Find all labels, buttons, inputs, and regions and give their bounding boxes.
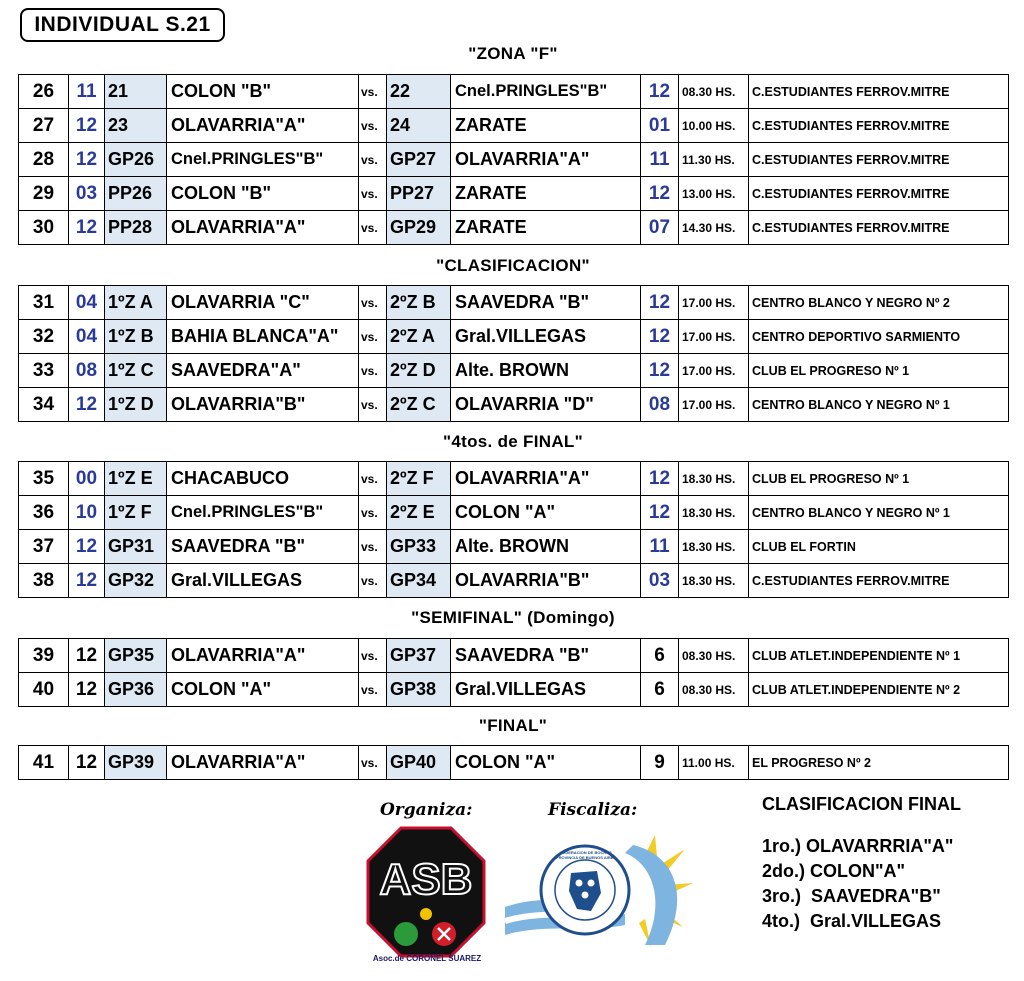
match-table-clasificacion: [18, 285, 1009, 422]
team-home: OLAVARRIA"B": [167, 388, 359, 422]
match-table-final: [18, 745, 1009, 780]
score-away: 12: [641, 496, 679, 530]
match-row: [19, 286, 1009, 320]
score-away: 12: [641, 462, 679, 496]
match-number: 32: [19, 320, 69, 354]
score-home: 12: [69, 109, 105, 143]
svg-text:ASB: ASB: [379, 855, 473, 904]
score-home: 08: [69, 354, 105, 388]
seed-home: GP35: [105, 639, 167, 673]
team-away: SAAVEDRA "B": [451, 286, 641, 320]
match-time: 11.00 HS.: [679, 746, 749, 780]
match-number: 34: [19, 388, 69, 422]
section-title-clasificacion: "CLASIFICACION": [436, 256, 590, 275]
venue: C.ESTUDIANTES FERROV.MITRE: [749, 109, 1009, 143]
vs-label: vs.: [359, 320, 387, 354]
vs-label: vs.: [359, 746, 387, 780]
score-home: 12: [69, 143, 105, 177]
match-number: 37: [19, 530, 69, 564]
seed-away: 2ºZ E: [387, 496, 451, 530]
seed-home: GP39: [105, 746, 167, 780]
section-title-zona-f: "ZONA "F": [468, 44, 558, 63]
match-row: [19, 462, 1009, 496]
section-title-final: "FINAL": [478, 716, 548, 735]
seed-away: 2ºZ F: [387, 462, 451, 496]
asb-caption: Asoc.de CORONEL SUAREZ: [372, 954, 482, 963]
match-time: 18.30 HS.: [679, 530, 749, 564]
match-number: 30: [19, 211, 69, 245]
seed-away: 2ºZ D: [387, 354, 451, 388]
venue: CENTRO BLANCO Y NEGRO Nº 1: [749, 496, 1009, 530]
venue: EL PROGRESO Nº 2: [749, 746, 1009, 780]
team-home: COLON "A": [167, 673, 359, 707]
team-away: OLAVARRIA"A": [451, 462, 641, 496]
score-home: 12: [69, 388, 105, 422]
team-home: OLAVARRIA"A": [167, 746, 359, 780]
team-home: OLAVARRIA"A": [167, 109, 359, 143]
seed-away: 2ºZ B: [387, 286, 451, 320]
final-standings-title: CLASIFICACION FINAL: [762, 794, 961, 814]
seed-home: 1ºZ E: [105, 462, 167, 496]
match-row: [19, 564, 1009, 598]
match-number: 40: [19, 673, 69, 707]
seed-home: 1ºZ C: [105, 354, 167, 388]
match-time: 18.30 HS.: [679, 564, 749, 598]
asb-logo: [366, 826, 486, 958]
match-row: [19, 320, 1009, 354]
match-row: [19, 75, 1009, 109]
seed-home: GP26: [105, 143, 167, 177]
venue: CLUB ATLET.INDEPENDIENTE Nº 1: [749, 639, 1009, 673]
match-row: [19, 354, 1009, 388]
match-row: [19, 143, 1009, 177]
seed-away: PP27: [387, 177, 451, 211]
team-away: ZARATE: [451, 109, 641, 143]
match-time: 17.00 HS.: [679, 320, 749, 354]
match-time: 11.30 HS.: [679, 143, 749, 177]
seed-away: GP33: [387, 530, 451, 564]
match-number: 29: [19, 177, 69, 211]
score-home: 12: [69, 746, 105, 780]
section-title-semifinal: "SEMIFINAL" (Domingo): [411, 608, 615, 627]
seed-away: GP34: [387, 564, 451, 598]
score-home: 03: [69, 177, 105, 211]
team-home: SAAVEDRA "B": [167, 530, 359, 564]
team-home: OLAVARRIA"A": [167, 639, 359, 673]
venue: C.ESTUDIANTES FERROV.MITRE: [749, 177, 1009, 211]
venue: CENTRO DEPORTIVO SARMIENTO: [749, 320, 1009, 354]
score-away: 12: [641, 320, 679, 354]
team-home: COLON "B": [167, 75, 359, 109]
seed-home: 1ºZ D: [105, 388, 167, 422]
match-number: 36: [19, 496, 69, 530]
vs-label: vs.: [359, 75, 387, 109]
vs-label: vs.: [359, 673, 387, 707]
vs-label: vs.: [359, 564, 387, 598]
team-away: ZARATE: [451, 211, 641, 245]
match-time: 13.00 HS.: [679, 177, 749, 211]
team-away: ZARATE: [451, 177, 641, 211]
match-row: [19, 673, 1009, 707]
score-home: 12: [69, 639, 105, 673]
venue: CLUB EL PROGRESO Nº 1: [749, 462, 1009, 496]
seed-home: 1ºZ B: [105, 320, 167, 354]
match-table-cuartos: [18, 461, 1009, 598]
match-number: 28: [19, 143, 69, 177]
score-away: 11: [641, 143, 679, 177]
team-away: OLAVARRIA "D": [451, 388, 641, 422]
score-away: 11: [641, 530, 679, 564]
vs-label: vs.: [359, 388, 387, 422]
score-away: 6: [641, 673, 679, 707]
match-time: 14.30 HS.: [679, 211, 749, 245]
vs-label: vs.: [359, 177, 387, 211]
score-away: 12: [641, 354, 679, 388]
match-row: [19, 530, 1009, 564]
score-home: 12: [69, 530, 105, 564]
team-away: OLAVARRIA"A": [451, 143, 641, 177]
score-home: 10: [69, 496, 105, 530]
seed-home: 1ºZ F: [105, 496, 167, 530]
seed-away: 2ºZ A: [387, 320, 451, 354]
venue: C.ESTUDIANTES FERROV.MITRE: [749, 75, 1009, 109]
team-away: Alte. BROWN: [451, 530, 641, 564]
venue: C.ESTUDIANTES FERROV.MITRE: [749, 143, 1009, 177]
team-home: OLAVARRIA "C": [167, 286, 359, 320]
match-table-semifinal: [18, 638, 1009, 707]
match-number: 27: [19, 109, 69, 143]
team-away: Alte. BROWN: [451, 354, 641, 388]
score-away: 6: [641, 639, 679, 673]
vs-label: vs.: [359, 286, 387, 320]
standing-1: 1ro.) OLAVARRRIA"A": [762, 836, 954, 856]
venue: CLUB EL PROGRESO Nº 1: [749, 354, 1009, 388]
team-home: Cnel.PRINGLES"B": [167, 496, 359, 530]
vs-label: vs.: [359, 143, 387, 177]
team-away: COLON "A": [451, 496, 641, 530]
score-away: 07: [641, 211, 679, 245]
seed-away: GP29: [387, 211, 451, 245]
seed-home: GP32: [105, 564, 167, 598]
match-number: 35: [19, 462, 69, 496]
score-away: 12: [641, 177, 679, 211]
seed-away: 24: [387, 109, 451, 143]
seed-home: PP28: [105, 211, 167, 245]
match-time: 08.30 HS.: [679, 673, 749, 707]
vs-label: vs.: [359, 211, 387, 245]
venue: CLUB ATLET.INDEPENDIENTE Nº 2: [749, 673, 1009, 707]
match-number: 33: [19, 354, 69, 388]
match-row: [19, 177, 1009, 211]
score-home: 04: [69, 320, 105, 354]
match-number: 39: [19, 639, 69, 673]
vs-label: vs.: [359, 109, 387, 143]
match-row: [19, 496, 1009, 530]
seed-away: GP27: [387, 143, 451, 177]
match-row: [19, 639, 1009, 673]
seed-away: 2ºZ C: [387, 388, 451, 422]
team-home: BAHIA BLANCA"A": [167, 320, 359, 354]
match-row: [19, 211, 1009, 245]
page-title: INDIVIDUAL S.21: [20, 8, 225, 42]
team-away: COLON "A": [451, 746, 641, 780]
section-title-cuartos: "4tos. de FINAL": [443, 432, 583, 451]
standing-2: 2do.) COLON"A": [762, 861, 906, 881]
team-home: COLON "B": [167, 177, 359, 211]
score-away: 01: [641, 109, 679, 143]
vs-label: vs.: [359, 462, 387, 496]
score-home: 00: [69, 462, 105, 496]
match-number: 38: [19, 564, 69, 598]
seed-home: 1ºZ A: [105, 286, 167, 320]
vs-label: vs.: [359, 639, 387, 673]
match-time: 10.00 HS.: [679, 109, 749, 143]
venue: C.ESTUDIANTES FERROV.MITRE: [749, 564, 1009, 598]
match-number: 26: [19, 75, 69, 109]
score-away: 08: [641, 388, 679, 422]
organiza-label: Organiza:: [380, 800, 473, 820]
standing-4: 4to.) Gral.VILLEGAS: [762, 911, 942, 931]
vs-label: vs.: [359, 530, 387, 564]
seed-away: 22: [387, 75, 451, 109]
seed-home: GP31: [105, 530, 167, 564]
score-home: 12: [69, 673, 105, 707]
standing-3: 3ro.) SAAVEDRA"B": [762, 886, 941, 906]
score-home: 12: [69, 211, 105, 245]
seed-home: 23: [105, 109, 167, 143]
match-time: 17.00 HS.: [679, 354, 749, 388]
match-time: 08.30 HS.: [679, 639, 749, 673]
score-away: 12: [641, 75, 679, 109]
venue: CENTRO BLANCO Y NEGRO Nº 1: [749, 388, 1009, 422]
score-away: 03: [641, 564, 679, 598]
team-away: Gral.VILLEGAS: [451, 320, 641, 354]
score-home: 12: [69, 564, 105, 598]
team-away: Cnel.PRINGLES"B": [451, 75, 641, 109]
venue: CLUB EL FORTIN: [749, 530, 1009, 564]
match-time: 17.00 HS.: [679, 388, 749, 422]
match-time: 18.30 HS.: [679, 462, 749, 496]
federation-logo-text: FEDERACION DE BOCHAS PROVINCIA DE BUENOS AIRES: [555, 850, 617, 860]
match-row: [19, 109, 1009, 143]
match-table-zona-f: [18, 74, 1009, 245]
seed-away: GP38: [387, 673, 451, 707]
score-home: 04: [69, 286, 105, 320]
seed-home: PP26: [105, 177, 167, 211]
final-standings-list: [762, 834, 953, 934]
team-away: OLAVARRIA"B": [451, 564, 641, 598]
match-row: [19, 746, 1009, 780]
vs-label: vs.: [359, 496, 387, 530]
match-time: 17.00 HS.: [679, 286, 749, 320]
team-home: Gral.VILLEGAS: [167, 564, 359, 598]
team-home: OLAVARRIA"A": [167, 211, 359, 245]
fiscaliza-label: Fiscaliza:: [548, 800, 638, 820]
team-away: Gral.VILLEGAS: [451, 673, 641, 707]
score-away: 12: [641, 286, 679, 320]
venue: C.ESTUDIANTES FERROV.MITRE: [749, 211, 1009, 245]
seed-home: GP36: [105, 673, 167, 707]
venue: CENTRO BLANCO Y NEGRO Nº 2: [749, 286, 1009, 320]
match-time: 08.30 HS.: [679, 75, 749, 109]
seed-away: GP40: [387, 746, 451, 780]
team-away: SAAVEDRA "B": [451, 639, 641, 673]
score-home: 11: [69, 75, 105, 109]
vs-label: vs.: [359, 354, 387, 388]
match-row: [19, 388, 1009, 422]
match-number: 41: [19, 746, 69, 780]
team-home: CHACABUCO: [167, 462, 359, 496]
seed-away: GP37: [387, 639, 451, 673]
seed-home: 21: [105, 75, 167, 109]
match-number: 31: [19, 286, 69, 320]
team-home: SAAVEDRA"A": [167, 354, 359, 388]
match-time: 18.30 HS.: [679, 496, 749, 530]
score-away: 9: [641, 746, 679, 780]
team-home: Cnel.PRINGLES"B": [167, 143, 359, 177]
